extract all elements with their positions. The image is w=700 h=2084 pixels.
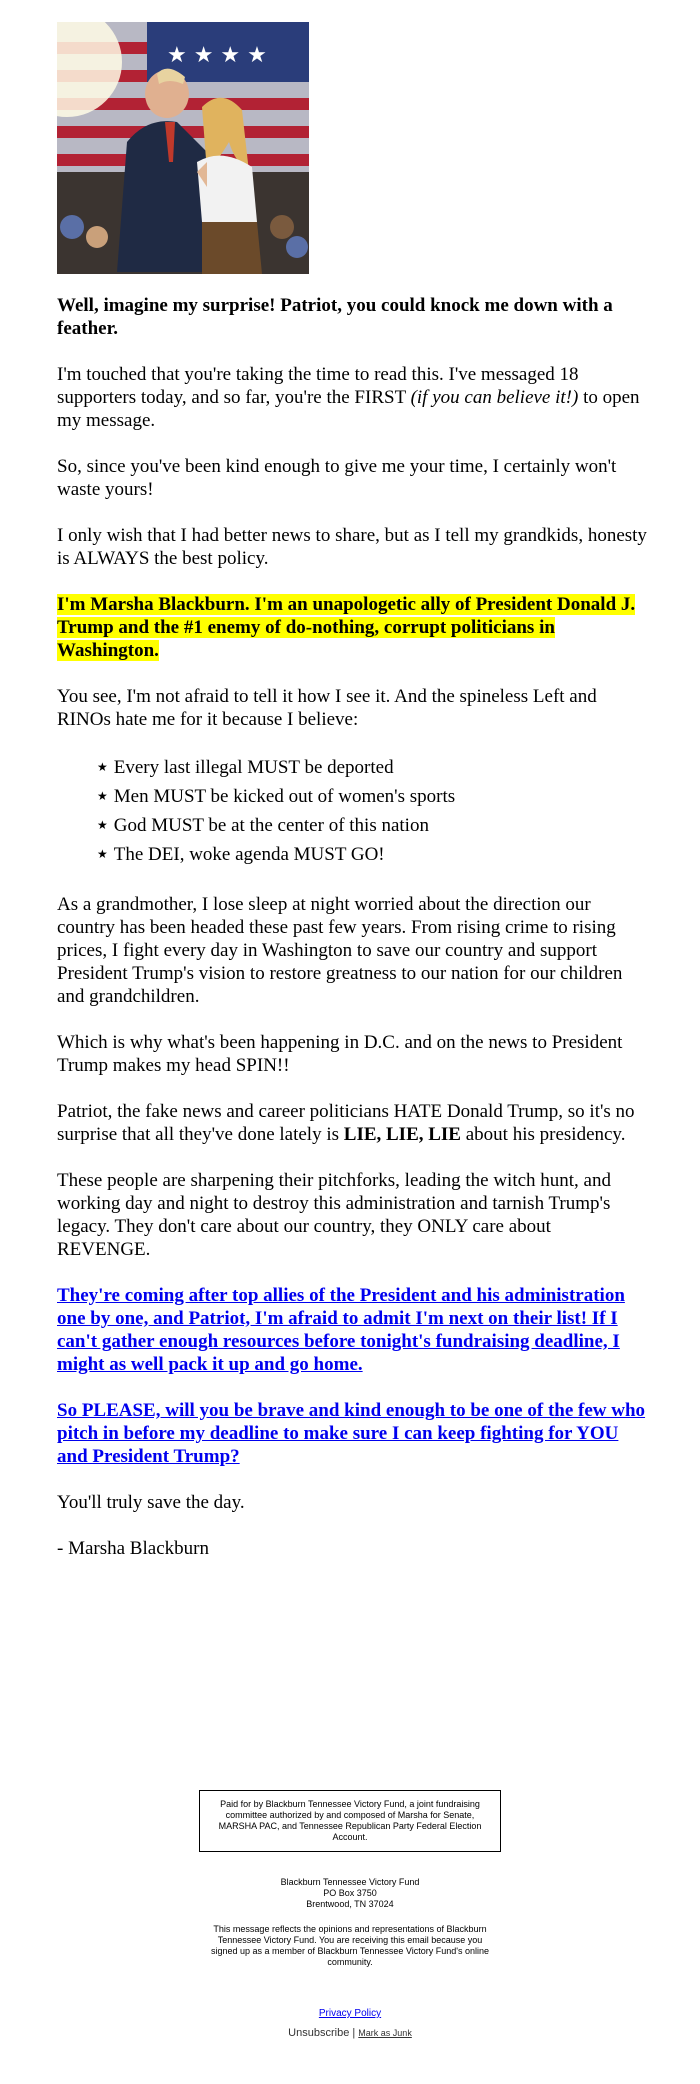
list-item: ★ Men MUST be kicked out of women's sports bbox=[97, 783, 647, 812]
donate-link-paragraph-2 bbox=[57, 1399, 647, 1468]
email-footer bbox=[0, 1790, 700, 2039]
highlight-paragraph bbox=[57, 593, 647, 662]
paragraph-1-text-b: to open my message. bbox=[57, 387, 640, 431]
beliefs-list bbox=[57, 754, 647, 870]
paragraph-4: You see, I'm not afraid to tell it how I see it. And the spineless Left and RINOs hate me for it because I believe: bbox=[57, 686, 597, 730]
list-item: ★ The DEI, woke agenda MUST GO! bbox=[97, 841, 647, 870]
paragraph-7 bbox=[57, 1100, 647, 1146]
paragraph-5: As a grandmother, I lose sleep at night worried about the direction our country has been headed these past few years. From rising crime to rising prices, I fight every day in Washington to save our country and support President Trump's vision to restore greatness to our nation for our children and grandchildren. bbox=[57, 894, 623, 1007]
paragraph-9: You'll truly save the day. bbox=[57, 1492, 245, 1513]
email-body bbox=[57, 0, 647, 1583]
donate-link-1[interactable]: They're coming after top allies of the President and his administration one by one, and Patriot, I'm afraid to admit I'm next on their list! If I can't gather enough resources before tonight's fundraising deadline, I might as well pack it up and go home. bbox=[57, 1285, 625, 1375]
headline: Well, imagine my surprise! Patriot, you could knock me down with a feather. bbox=[57, 295, 613, 339]
list-item: ★ Every last illegal MUST be deported bbox=[97, 754, 647, 783]
separator: | bbox=[352, 2027, 356, 2039]
signature: - Marsha Blackburn bbox=[57, 1538, 209, 1559]
donate-link-paragraph-1 bbox=[57, 1284, 647, 1376]
paid-for-disclaimer: Paid for by Blackburn Tennessee Victory Fund, a joint fundraising committee authorized by and composed of Marsha for Senate, MARSHA PAC, and Tennessee Republican Party Federal Election Account. bbox=[199, 1790, 501, 1852]
list-item: ★ God MUST be at the center of this nation bbox=[97, 812, 647, 841]
paragraph-2: So, since you've been kind enough to give me your time, I certainly won't waste yours! bbox=[57, 456, 617, 500]
hero-photo bbox=[57, 22, 309, 274]
privacy-row bbox=[0, 2008, 700, 2019]
address-line: PO Box 3750 bbox=[323, 1888, 377, 1898]
paragraph-7-text-a: Patriot, the fake news and career politicians HATE Donald Trump, so it's no surprise that all they've done lately is bbox=[57, 1101, 635, 1145]
unsubscribe-link[interactable]: Unsubscribe bbox=[288, 2027, 350, 2039]
mailing-address bbox=[0, 1877, 700, 1910]
address-line: Blackburn Tennessee Victory Fund bbox=[280, 1877, 420, 1887]
hero-photo-illustration bbox=[57, 22, 309, 274]
address-line: Brentwood, TN 37024 bbox=[306, 1899, 394, 1909]
paragraph-3: I only wish that I had better news to share, but as I tell my grandkids, honesty is ALWAYS the best policy. bbox=[57, 525, 647, 569]
paragraph-1-emphasis: (if you can believe it!) bbox=[410, 387, 579, 408]
paragraph-1-text-a: I'm touched that you're taking the time to read this. I've messaged 18 supporters today, and so far, you're the FIRST bbox=[57, 364, 579, 408]
paragraph-1 bbox=[57, 363, 647, 432]
paragraph-6: Which is why what's been happening in D.C. and on the news to President Trump makes my head SPIN!! bbox=[57, 1032, 623, 1076]
unsubscribe-row bbox=[0, 2027, 700, 2039]
paragraph-7-bold: LIE, LIE, LIE bbox=[343, 1124, 461, 1145]
paragraph-7-text-b: about his presidency. bbox=[461, 1124, 626, 1145]
svg-text:★ ★ ★ ★: ★ ★ ★ ★ bbox=[167, 43, 267, 68]
privacy-policy-link[interactable]: Privacy Policy bbox=[318, 2008, 382, 2019]
paragraph-8: These people are sharpening their pitchforks, leading the witch hunt, and working day and night to destroy this administration and tarnish Trump's legacy. They don't care about our country, they ONLY care about REVENGE. bbox=[57, 1170, 611, 1260]
highlighted-text: I'm Marsha Blackburn. I'm an unapologetic ally of President Donald J. Trump and the #1 enemy of do-nothing, corrupt politicians in Washington. bbox=[57, 594, 636, 661]
mark-as-junk-link[interactable]: Mark as Junk bbox=[358, 2028, 412, 2038]
subscription-notice: This message reflects the opinions and representations of Blackburn Tennessee Victory Fund. You are receiving this email because you signed up as a member of Blackburn Tennessee Victory Fund's online community. bbox=[210, 1924, 490, 1967]
donate-link-2[interactable]: So PLEASE, will you be brave and kind enough to be one of the few who pitch in before my deadline to make sure I can keep fighting for YOU and President Trump? bbox=[57, 1400, 646, 1467]
